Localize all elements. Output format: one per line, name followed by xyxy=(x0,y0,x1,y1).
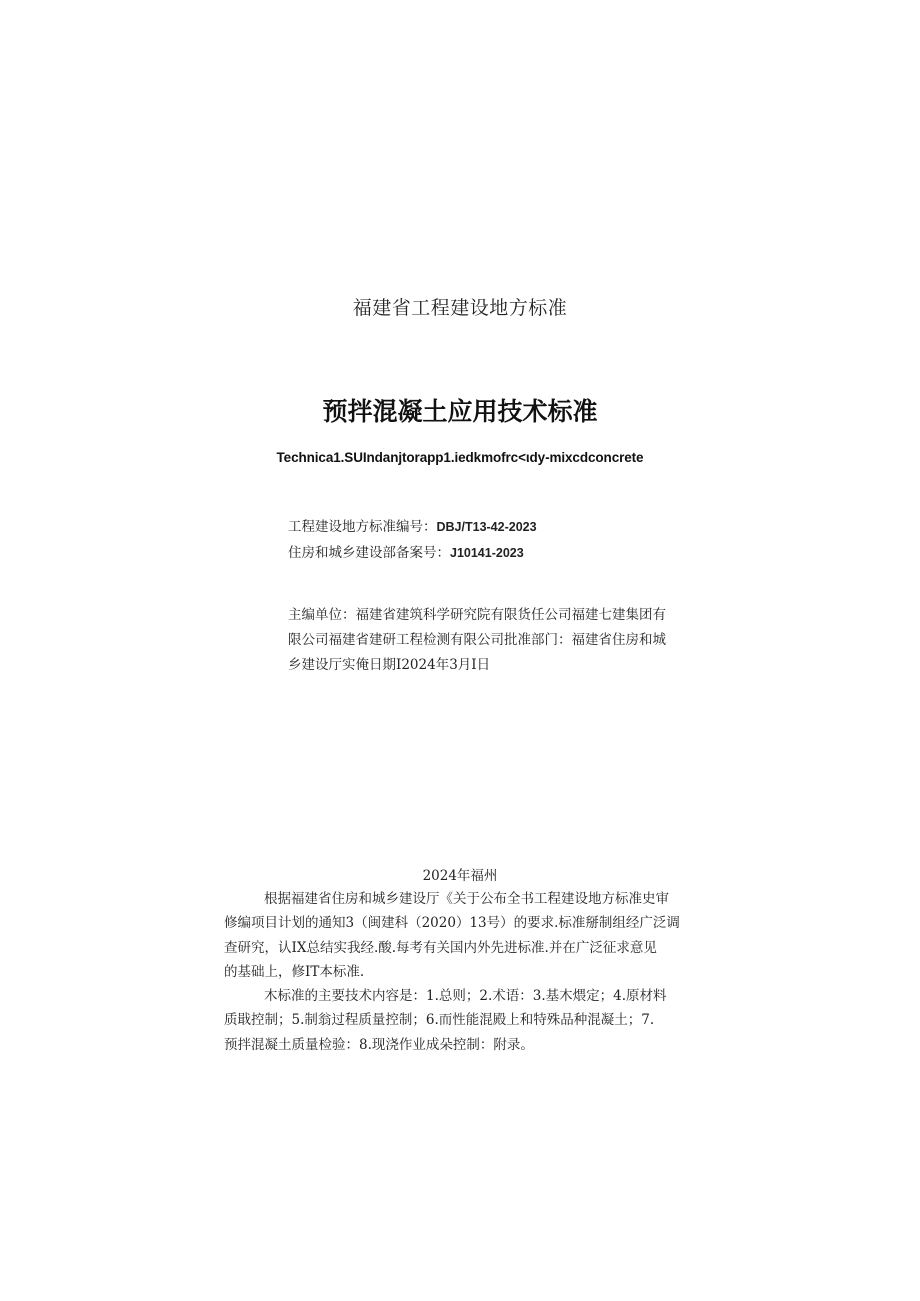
preface-line: 根据福建省住房和城乡建设厅《关于公布全书工程建设地方标准史审 xyxy=(264,891,669,907)
standard-title-english: Technica1.SUIndanjtorapp1.iedkmofrc<ιdy-mixcdconcrete xyxy=(276,450,644,465)
record-number-line xyxy=(288,541,524,561)
standard-number-value: DBJ/T13-42-2023 xyxy=(436,520,537,534)
editor-info-line: 主编单位：福建省建筑科学研究院有限货任公司福建七建集团有 xyxy=(288,607,666,623)
preface-line: 木标准的主要技术内容是：1.总则；2.术语：3.基木煨定；4.原材料 xyxy=(264,988,667,1005)
preface-line: 质戢控制；5.制翁过程质量控制；6.而性能混殿上和特殊品种混凝土；7. xyxy=(224,1012,655,1029)
editor-info-block xyxy=(288,603,728,678)
standard-title-chinese: 预拌混凝土应用技术标准 xyxy=(322,397,598,426)
record-number-value: J10141-2023 xyxy=(450,546,524,560)
record-number-label: 住房和城乡建设部备案号： xyxy=(288,545,450,561)
preface-text xyxy=(224,887,724,1057)
preface-line: 的基础上，修IT本标准. xyxy=(224,963,365,980)
preface-line: 预拌混凝土质量检验：8.现浇作业成朵控制：附录。 xyxy=(224,1036,534,1053)
standard-number-line xyxy=(288,515,537,535)
publication-place-date: 2024年福州 xyxy=(422,868,498,884)
editor-info-line: 乡建设厅实俺日期I2024年3月I日 xyxy=(288,657,491,673)
editor-info-line: 限公司福建省建研工程检测有限公司批准部门：福建省住房和城 xyxy=(288,632,666,648)
standard-number-label: 工程建设地方标准编号： xyxy=(288,519,437,535)
preface-line: 修编项目计划的通知3（闽建科（2020）13号）的要求.标准掰制组经广泛调 xyxy=(224,915,680,932)
preface-line: 查研究，认IX总结实我经.酸.每考有关国内外先进标准.并在广泛征求意见 xyxy=(224,939,657,956)
standard-series-title: 福建省工程建设地方标准 xyxy=(352,297,568,319)
